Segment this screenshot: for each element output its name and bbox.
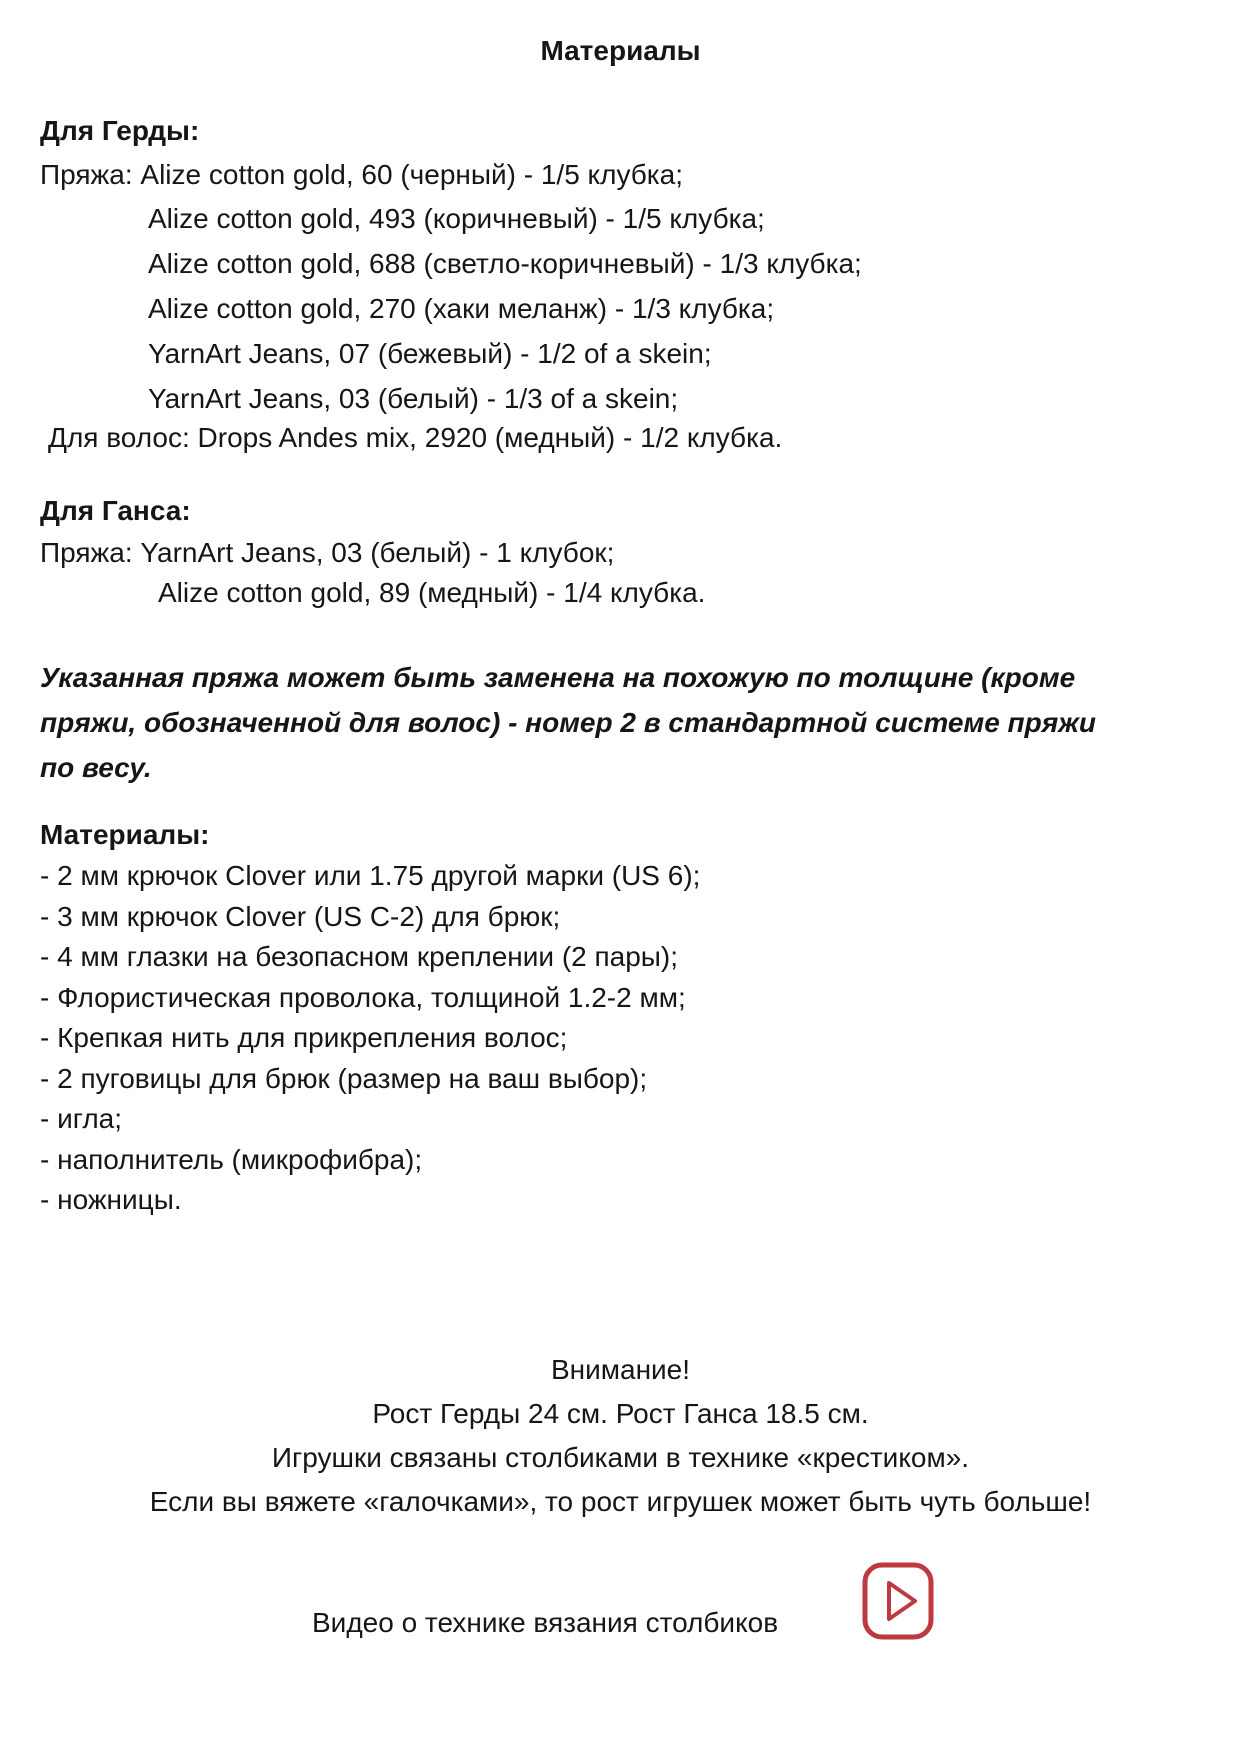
note-line: пряжи, обозначенной для волос) - номер 2 в стандартной системе пряжи	[40, 707, 1096, 738]
material-item: - Крепкая нить для прикрепления волос;	[40, 1022, 568, 1053]
gerda-section-heading: Для Герды:	[40, 115, 200, 146]
yarn-line: Alize cotton gold, 89 (медный) - 1/4 клубка.	[158, 577, 706, 608]
page-title: Материалы	[540, 35, 701, 66]
yarn-line: Alize cotton gold, 270 (хаки меланж) - 1/3 клубка;	[148, 293, 775, 324]
note-line: Указанная пряжа может быть заменена на похожую по толщине (кроме	[40, 662, 1076, 693]
materials-list	[40, 856, 700, 1221]
yarn-line: YarnArt Jeans, 03 (белый) - 1/3 of a skein;	[148, 383, 679, 414]
materials-section-heading: Материалы:	[40, 819, 210, 850]
attention-heights-line: Рост Герды 24 см. Рост Ганса 18.5 см.	[372, 1398, 869, 1429]
gerda-hair-yarn-line: Для волос: Drops Andes mix, 2920 (медный) - 1/2 клубка.	[48, 422, 783, 453]
play-video-icon[interactable]	[862, 1562, 934, 1640]
gerda-yarn-list	[148, 196, 862, 421]
material-item: - игла;	[40, 1103, 123, 1134]
yarn-line: Alize cotton gold, 493 (коричневый) - 1/5 клубка;	[148, 203, 765, 234]
hans-yarn-intro: Пряжа: YarnArt Jeans, 03 (белый) - 1 клубок;	[40, 537, 615, 568]
hans-section-heading: Для Ганса:	[40, 495, 191, 526]
note-line: по весу.	[40, 752, 152, 783]
hans-yarn-list	[158, 570, 705, 615]
material-item: - Флористическая проволока, толщиной 1.2-2 мм;	[40, 981, 686, 1013]
gerda-yarn-intro: Пряжа: Alize cotton gold, 60 (черный) - 1/5 клубка;	[40, 159, 684, 190]
material-item: - ножницы.	[40, 1184, 182, 1215]
material-item: - 2 пуговицы для брюк (размер на ваш выбор);	[40, 1062, 648, 1094]
attention-block	[0, 1348, 1241, 1524]
attention-size-note-line: Если вы вяжете «галочками», то рост игрушек может быть чуть больше!	[149, 1486, 1092, 1517]
attention-title: Внимание!	[550, 1354, 691, 1385]
material-item: - наполнитель (микрофибра);	[40, 1143, 423, 1175]
material-item: - 4 мм глазки на безопасном креплении (2 пары);	[40, 941, 679, 972]
yarn-line: YarnArt Jeans, 07 (бежевый) - 1/2 of a skein;	[148, 338, 712, 369]
material-item: - 2 мм крючок Clover или 1.75 другой марки (US 6);	[40, 860, 701, 891]
material-item: - 3 мм крючок Clover (US C-2) для брюк;	[40, 900, 561, 932]
yarn-line: Alize cotton gold, 688 (светло-коричневый) - 1/3 клубка;	[148, 248, 862, 279]
attention-technique-line: Игрушки связаны столбиками в технике «крестиком».	[271, 1442, 970, 1473]
yarn-substitution-note	[40, 655, 1210, 790]
video-link-label: Видео о технике вязания столбиков	[312, 1607, 779, 1638]
